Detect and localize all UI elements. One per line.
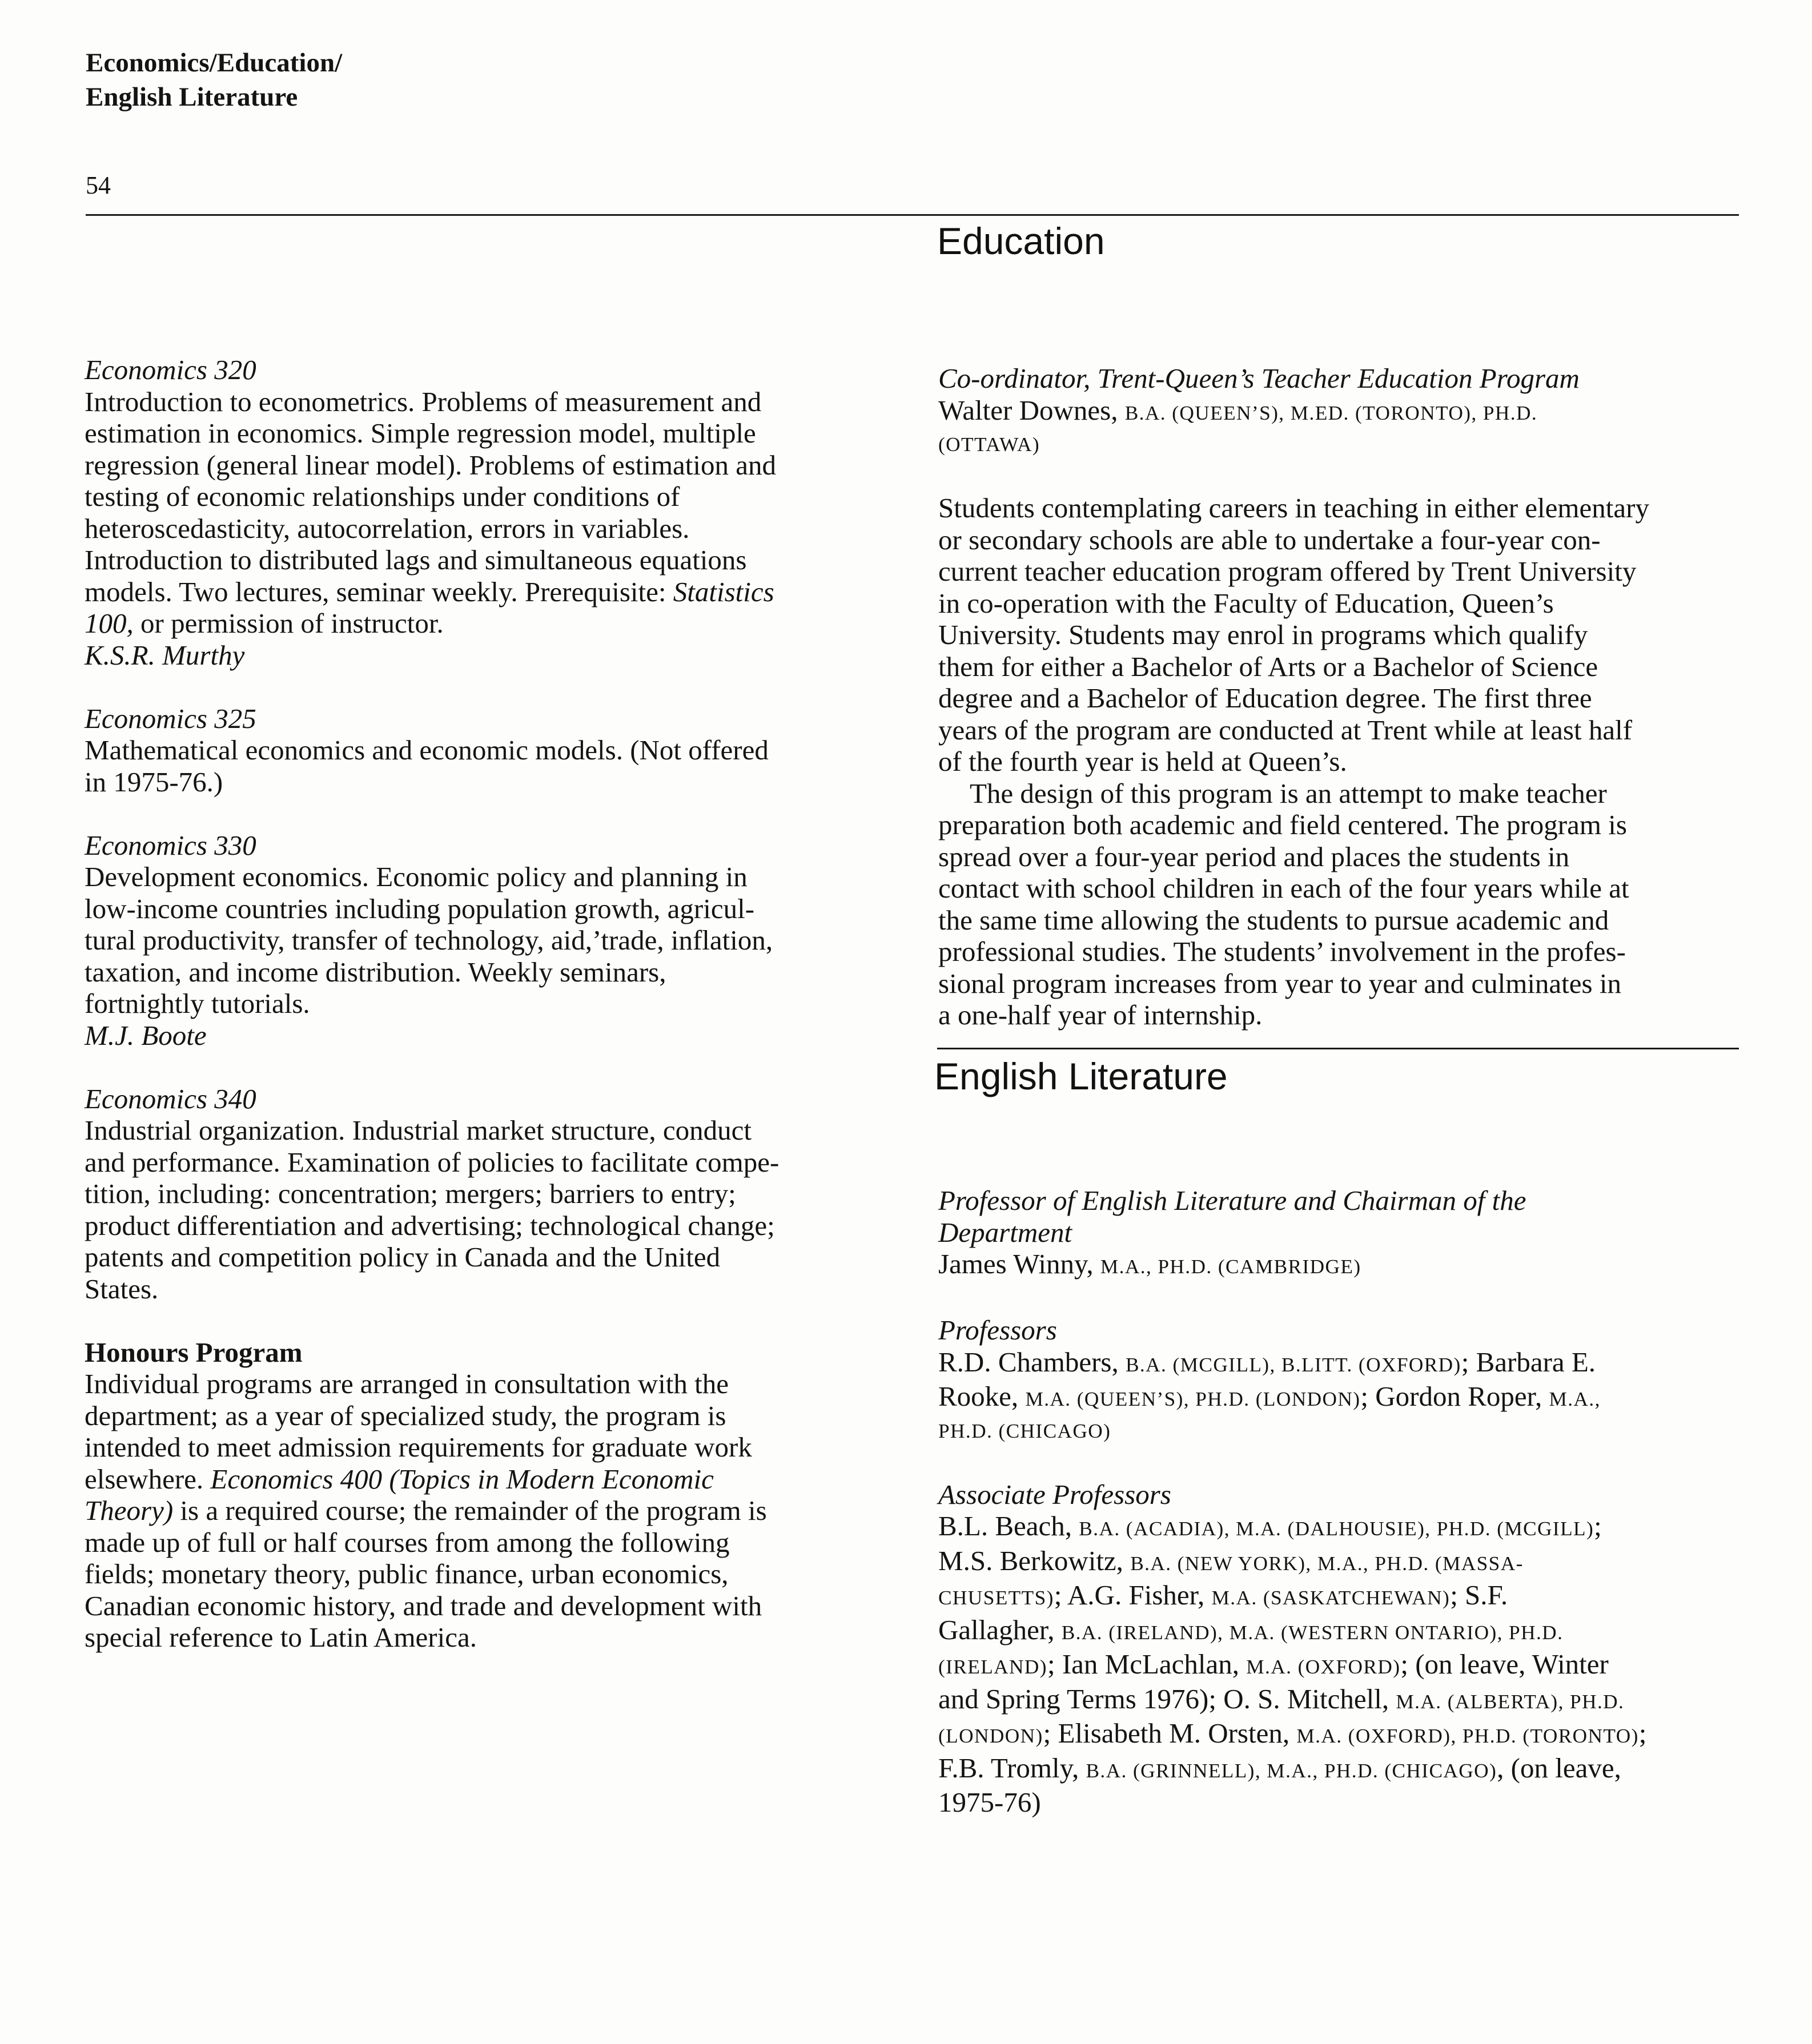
associate-line: (IRELAND); Ian McLachlan, M.A. (OXFORD); (on leave, Winter [938,1648,1609,1680]
education-heading: Education [937,220,1105,262]
running-header-line-1: Economics/Education/ [86,48,343,78]
professors-line: Rooke, M.A. (QUEEN’S), PH.D. (LONDON); Gordon Roper, M.A., [938,1381,1601,1412]
professors-line: PH.D. (CHICAGO) [938,1419,1111,1442]
course-title-econ340: Economics 340 [85,1083,256,1114]
econ340-line: patents and competition policy in Canada and the United [85,1241,721,1273]
econ340-line: Industrial organization. Industrial market structure, conduct [85,1114,752,1146]
chair-name: James Winny, M.A., PH.D. (CAMBRIDGE) [938,1248,1361,1279]
coordinator-title: Co-ordinator, Trent-Queen’s Teacher Education Program [938,363,1580,394]
education-para-line: a one-half year of internship. [938,999,1263,1031]
education-section [938,363,1738,1031]
education-para-line: them for either a Bachelor of Arts or a Bachelor of Science [938,650,1598,682]
econ320-line: 100, or permission of instructor. [85,607,444,639]
education-para-line: sional program increases from year to year and culminates in [938,967,1621,999]
econ325-line: Mathematical economics and economic models. (Not offered [85,734,769,766]
econ340-line: and performance. Examination of policies to facilitate compe- [85,1146,780,1178]
econ320-line: models. Two lectures, seminar weekly. Prerequisite: Statistics [85,576,774,607]
course-title-econ325: Economics 325 [85,702,256,734]
course-title-econ330: Economics 330 [85,829,256,861]
associate-line: F.B. Tromly, B.A. (GRINNELL), M.A., PH.D. (CHICAGO), (on leave, [938,1752,1621,1784]
associate-line: (LONDON); Elisabeth M. Orsten, M.A. (OXFORD), PH.D. (TORONTO); [938,1717,1647,1749]
english-section [938,1185,1738,1818]
education-para-line: contact with school children in each of the four years while at [938,872,1629,904]
honours-program-title: Honours Program [85,1336,303,1368]
page-number: 54 [86,171,111,199]
running-header-line-2: English Literature [86,82,298,112]
chair-title: Professor of English Literature and Chairman of the [938,1185,1526,1216]
coordinator-name: Walter Downes, B.A. (QUEEN’S), M.ED. (TORONTO), PH.D. [938,394,1538,426]
associate-professors-title: Associate Professors [938,1478,1171,1510]
professors-title: Professors [938,1314,1057,1346]
associate-line: and Spring Terms 1976); O. S. Mitchell, M.A. (ALBERTA), PH.D. [938,1683,1625,1715]
course-title-econ320: Economics 320 [85,354,256,385]
running-header [86,46,342,114]
econ320-line: Introduction to distributed lags and simultaneous equations [85,544,747,576]
education-para-line: professional studies. The students’ involvement in the profes- [938,936,1626,967]
education-para-line: in co-operation with the Faculty of Education, Queen’s [938,587,1554,619]
english-literature-heading: English Literature [934,1055,1228,1097]
econ340-line: States. [85,1273,159,1305]
econ340-line: tition, including: concentration; mergers; barriers to entry; [85,1178,736,1209]
honours-line: fields; monetary theory, public finance, urban economics, [85,1558,729,1590]
honours-line: department; as a year of specialized study, the program is [85,1399,726,1431]
econ320-line: regression (general linear model). Problems of estimation and [85,449,777,481]
education-para-line: University. Students may enrol in programs which qualify [938,619,1588,650]
honours-line: elsewhere. Economics 400 (Topics in Modern Economic [85,1463,714,1495]
associate-line: Gallagher, B.A. (IRELAND), M.A. (WESTERN ONTARIO), PH.D. [938,1614,1564,1645]
associate-line: 1975-76) [938,1787,1041,1818]
honours-line: intended to meet admission requirements for graduate work [85,1431,752,1463]
education-para-line: years of the program are conducted at Trent while at least half [938,714,1633,746]
econ320-line: heteroscedasticity, autocorrelation, errors in variables. [85,512,690,544]
honours-line: special reference to Latin America. [85,1621,477,1653]
education-para-line: degree and a Bachelor of Education degree. The first three [938,682,1592,714]
honours-line: Theory) is a required course; the remainder of the program is [85,1495,767,1526]
honours-line: Canadian economic history, and trade and development with [85,1590,762,1621]
education-para-line: spread over a four-year period and places the students in [938,840,1570,872]
associate-line: B.L. Beach, B.A. (ACADIA), M.A. (DALHOUSIE), PH.D. (MCGILL); [938,1510,1602,1542]
econ330-instructor: M.J. Boote [85,1019,207,1051]
associate-line: CHUSETTS); A.G. Fisher, M.A. (SASKATCHEWAN); S.F. [938,1579,1508,1611]
econ330-line: low-income countries including population growth, agricul- [85,892,755,924]
econ320-line: Introduction to econometrics. Problems of measurement and [85,385,762,417]
econ325-line: in 1975-76.) [85,766,223,798]
econ320-line: testing of economic relationships under conditions of [85,481,680,512]
section-rule [937,1048,1739,1049]
top-rule [86,214,1739,216]
econ330-line: Development economics. Economic policy and planning in [85,861,748,892]
education-para-line: or secondary schools are able to undertake a four-year con- [938,524,1601,556]
econ340-line: product differentiation and advertising; technological change; [85,1209,775,1241]
econ320-line: estimation in economics. Simple regression model, multiple [85,417,756,449]
coordinator-degree: (OTTAWA) [938,433,1040,456]
honours-line: made up of full or half courses from among the following [85,1526,730,1558]
professors-line: R.D. Chambers, B.A. (MCGILL), B.LITT. (OXFORD); Barbara E. [938,1346,1596,1378]
honours-line: Individual programs are arranged in consultation with the [85,1368,729,1399]
econ330-line: taxation, and income distribution. Weekly seminars, [85,956,666,988]
chair-title: Department [938,1216,1072,1248]
econ320-instructor: K.S.R. Murthy [85,639,245,671]
education-para-line: preparation both academic and field centered. The program is [938,809,1627,840]
education-para-line: of the fourth year is held at Queen’s. [938,746,1347,777]
education-para-line: The design of this program is an attempt to make teacher [970,777,1607,809]
associate-line: M.S. Berkowitz, B.A. (NEW YORK), M.A., PH.D. (MASSA- [938,1544,1524,1576]
education-para-line: current teacher education program offered by Trent University [938,556,1637,587]
education-para-line: Students contemplating careers in teaching in either elementary [938,492,1649,524]
econ330-line: tural productivity, transfer of technology, aid,’trade, inflation, [85,924,773,956]
econ330-line: fortnightly tutorials. [85,988,310,1019]
education-para-line: the same time allowing the students to pursue academic and [938,904,1609,936]
left-column [85,354,913,1653]
